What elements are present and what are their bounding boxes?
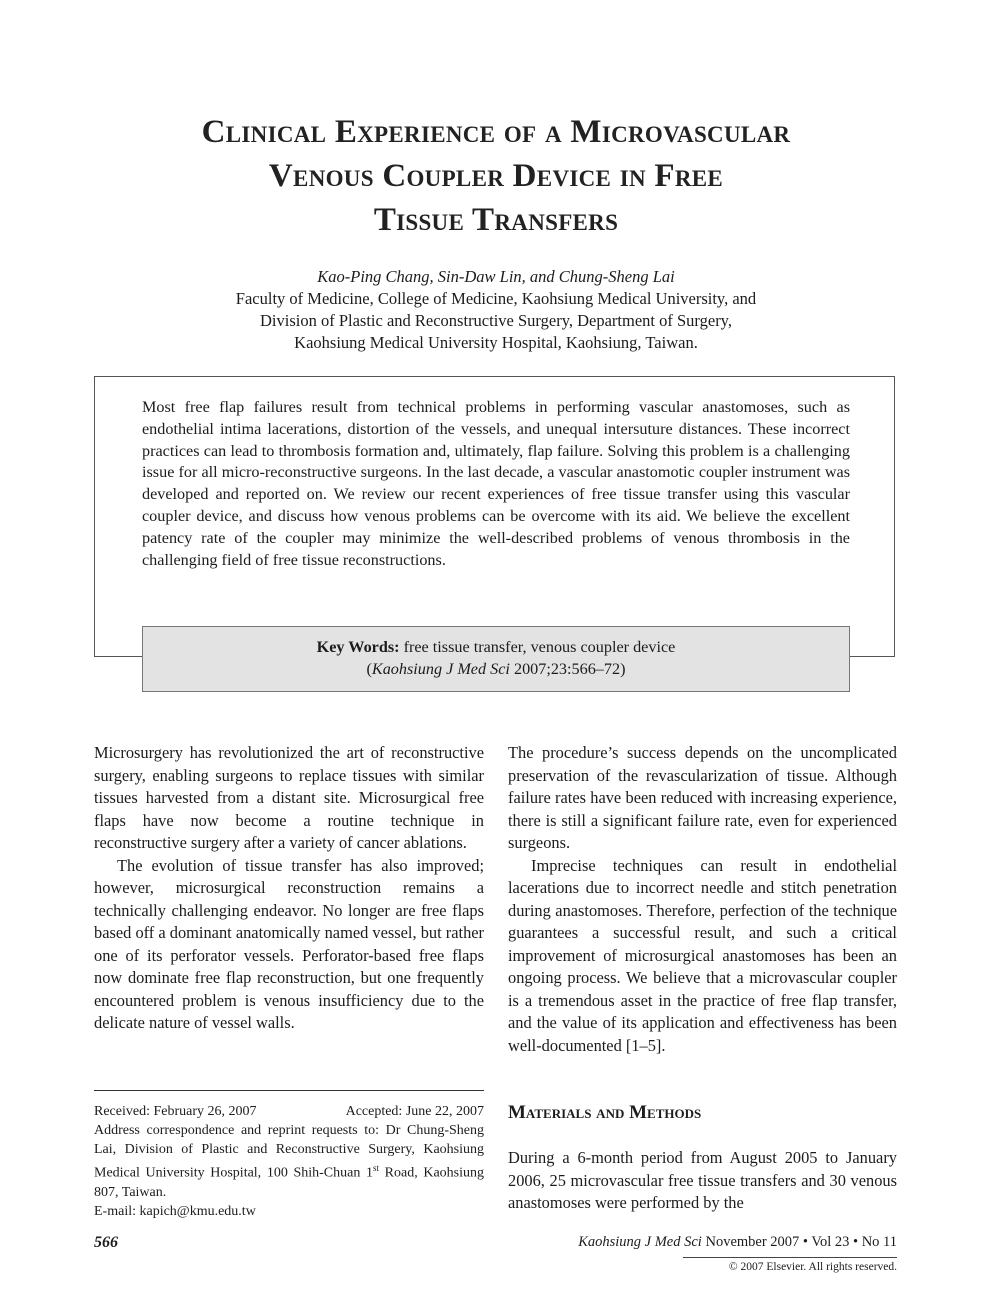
correspondence [94, 1121, 484, 1202]
affiliation [0, 288, 992, 354]
citation-line [143, 658, 849, 680]
journal-info [578, 1234, 897, 1251]
methods-paragraph [508, 1147, 897, 1215]
body-paragraph: Imprecise techniques can result in endothelial lacerations due to incorrect needle and stitch penetration during anastomoses. Therefore, perfection of the technique guarantees a successful result, and such a critical improvement of microsurgical anastomoses has been an ongoing process. We believe that a microvascular coupler is a tremendous asset in the practice of free flap transfer, and the value of its application and effectiveness has been well-documented [1–5]. [508, 855, 897, 1055]
affiliation-line: Kaohsiung Medical University Hospital, Kaohsiung, Taiwan. [294, 333, 698, 352]
author-list: Kao-Ping Chang, Sin-Daw Lin, and Chung-Sheng Lai [317, 267, 675, 286]
email[interactable]: E-mail: kapich@kmu.edu.tw [94, 1203, 256, 1219]
affiliation-line: Faculty of Medicine, College of Medicine, Kaohsiung Medical University, and [235, 289, 757, 308]
body-left-column [94, 742, 484, 1035]
journal-name: Kaohsiung J Med Sci [578, 1234, 702, 1250]
citation-journal: Kaohsiung J Med Sci [371, 660, 510, 678]
page-number: 566 [94, 1234, 118, 1251]
correspondence-text-end: Road, Kaohsiung 807, Taiwan. [94, 1165, 485, 1200]
article-title [0, 110, 992, 242]
footnote-dates [94, 1102, 484, 1121]
abstract-text: Most free flap failures result from technical problems in performing vascular anastomoses, such as endothelial intima lacerations, distortion of the vessels, and unequal intersuture distances. These incorrect practices can lead to thrombosis formation and, ultimately, flap failure. Solving this problem is a challenging issue for all micro-reconstructive surgeons. In the last decade, a vascular anastomotic coupler instrument was developed and reported on. We review our recent experiences of free tissue transfer using this vascular coupler device, and discuss how venous problems can be overcome with its aid. We believe the excellent patency rate of the coupler may minimize the well-described problems of venous thrombosis in the challenging field of free tissue reconstructions. [142, 398, 850, 569]
title-line-2: Venous Coupler Device in Free [268, 158, 724, 194]
journal-issue: November 2007 • Vol 23 • No 11 [701, 1234, 897, 1250]
affiliation-line: Division of Plastic and Reconstructive Surgery, Department of Surgery, [260, 311, 732, 330]
keywords-label: Key Words: [316, 638, 400, 656]
correspondence-text: Address correspondence and reprint requests to: Dr Chung-Sheng Lai, Division of Plastic and Reconstructive Surgery, Kaohsiung Medical University Hospital, 100 Shih-Chuan 1 [94, 1123, 484, 1181]
body-paragraph: The procedure’s success depends on the uncomplicated preservation of the revascularization of tissue. Although failure rates have been reduced with increasing experience, there is still a significant failure rate, even for experienced surgeons. [508, 743, 897, 852]
citation-rest: 2007;23:566–72) [513, 660, 626, 678]
body-right-column [508, 742, 897, 1057]
title-line-1: Clinical Experience of a Microvascular [201, 114, 791, 150]
keywords-box [142, 626, 850, 692]
keywords-text: free tissue transfer, venous coupler device [403, 638, 676, 656]
section-heading: Materials and Methods [508, 1102, 702, 1123]
accepted-date: Accepted: June 22, 2007 [345, 1104, 484, 1119]
ordinal-suffix: st [373, 1163, 380, 1173]
received-date: Received: February 26, 2007 [94, 1104, 257, 1119]
copyright: © 2007 Elsevier. All rights reserved. [728, 1261, 897, 1273]
citation-open: ( [366, 660, 372, 678]
footnote [94, 1102, 484, 1221]
body-paragraph: The evolution of tissue transfer has also improved; however, microsurgical reconstruction remains a technically challenging endeavor. No longer are free flaps based off a dominant anatomically named vessel, but rather one of its perforator vessels. Perforator-based free flaps now dominate free flap reconstruction, but one frequently encountered problem is venous insufficiency due to the delicate nature of vessel walls. [94, 855, 484, 1032]
footnote-divider [94, 1090, 484, 1091]
body-paragraph: During a 6-month period from August 2005 to January 2006, 25 microvascular free tissue transfers and 30 venous anastomoses were performed by the [508, 1148, 897, 1212]
title-line-3: Tissue Transfers [373, 202, 619, 238]
footer-divider [683, 1257, 897, 1258]
body-paragraph: Microsurgery has revolutionized the art of reconstructive surgery, enabling surgeons to replace tissues with similar tissues harvested from a distant site. Microsurgical free flaps have now become a routine technique in reconstructive surgery after a variety of cancer ablations. [94, 743, 484, 852]
keywords-line [143, 636, 849, 658]
